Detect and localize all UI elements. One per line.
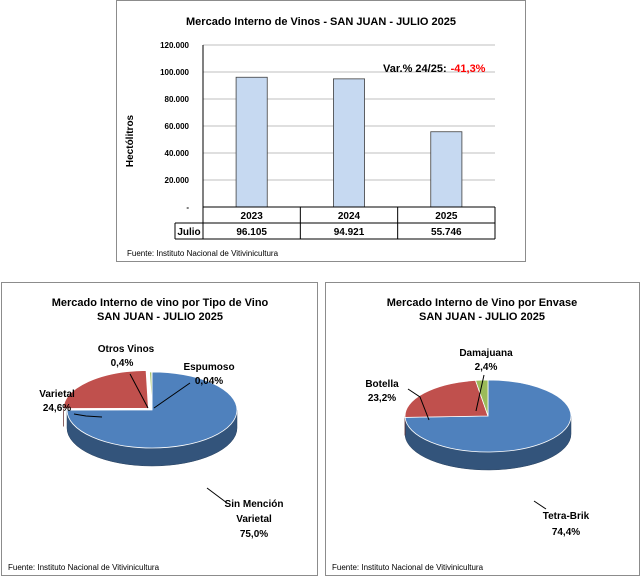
source-note-right: Fuente: Instituto Nacional de Vitivinicultura	[332, 563, 484, 572]
source-note-left: Fuente: Instituto Nacional de Vitivinicultura	[8, 563, 160, 572]
bars	[236, 77, 462, 207]
x-category-label: 2025	[435, 211, 458, 222]
slice-label-damajuana-value: 2,4%	[474, 362, 498, 373]
pie-container-slices	[405, 380, 571, 470]
y-tick-label: 120.000	[160, 41, 189, 50]
slice-label-sin-mencion-value: 75,0%	[239, 529, 269, 540]
x-category-label: 2023	[240, 211, 263, 222]
slice-label-sin-mencion-name-2: Varietal	[236, 514, 272, 525]
pie-chart-container-panel	[325, 282, 640, 576]
y-tick-label: 40.000	[164, 149, 189, 158]
slice-label-tetra-name: Tetra-Brik	[542, 511, 590, 522]
variation-annotation	[383, 63, 486, 75]
bar	[333, 79, 364, 207]
pie-wine-type-title: Mercado Interno de vino por Tipo de Vino	[51, 297, 269, 309]
y-axis-ticks	[160, 41, 189, 212]
variation-value: -41,3%	[450, 63, 486, 75]
slice-label-varietal-value: 24,6%	[42, 403, 72, 414]
bar	[431, 132, 462, 207]
slice-label-damajuana-name: Damajuana	[459, 348, 513, 359]
bar-chart	[117, 1, 525, 261]
slice-label-sin-mencion-name-1: Sin Mención	[224, 499, 284, 510]
leader-tetra	[534, 501, 546, 509]
slice-label-otros-value: 0,4%	[110, 358, 134, 369]
pie-slice	[405, 380, 488, 417]
table-value: 94.921	[333, 227, 365, 238]
pie-wine-type-subtitle: SAN JUAN - JULIO 2025	[97, 311, 223, 323]
source-note: Fuente: Instituto Nacional de Vitivinicultura	[127, 249, 279, 258]
y-tick-label: 60.000	[164, 122, 189, 131]
slice-label-tetra-value: 74,4%	[551, 527, 581, 538]
pie-chart-container	[326, 283, 639, 575]
slice-label-otros-name: Otros Vinos	[97, 344, 155, 355]
y-tick-label: 100.000	[160, 68, 189, 77]
slice-label-botella-value: 23,2%	[367, 393, 397, 404]
y-tick-label: -	[186, 203, 189, 212]
slice-label-botella-name: Botella	[365, 379, 399, 390]
slice-label-espumoso-value: 0,04%	[194, 376, 224, 387]
pie-chart-wine-type-panel	[1, 282, 318, 576]
y-tick-label: 20.000	[164, 176, 189, 185]
pie-chart-wine-type	[2, 283, 317, 575]
x-category-label: 2024	[337, 211, 361, 222]
pie-container-subtitle: SAN JUAN - JULIO 2025	[419, 311, 545, 323]
data-table	[175, 207, 495, 239]
table-value: 55.746	[431, 227, 462, 238]
bar	[236, 77, 267, 207]
variation-label: Var.% 24/25:	[383, 63, 447, 75]
slice-label-varietal-name: Varietal	[39, 389, 75, 400]
pie-container-title: Mercado Interno de Vino por Envase	[386, 297, 578, 309]
pie-slice	[63, 370, 148, 408]
bar-chart-title: Mercado Interno de Vinos - SAN JUAN - JULIO 2025	[186, 16, 456, 28]
bar-chart-panel	[116, 0, 526, 262]
table-row-label: Julio	[177, 227, 201, 238]
y-tick-label: 80.000	[164, 95, 189, 104]
slice-label-espumoso-name: Espumoso	[183, 362, 235, 373]
y-axis-label: Hectólitros	[125, 114, 136, 168]
table-value: 96.105	[236, 227, 267, 238]
